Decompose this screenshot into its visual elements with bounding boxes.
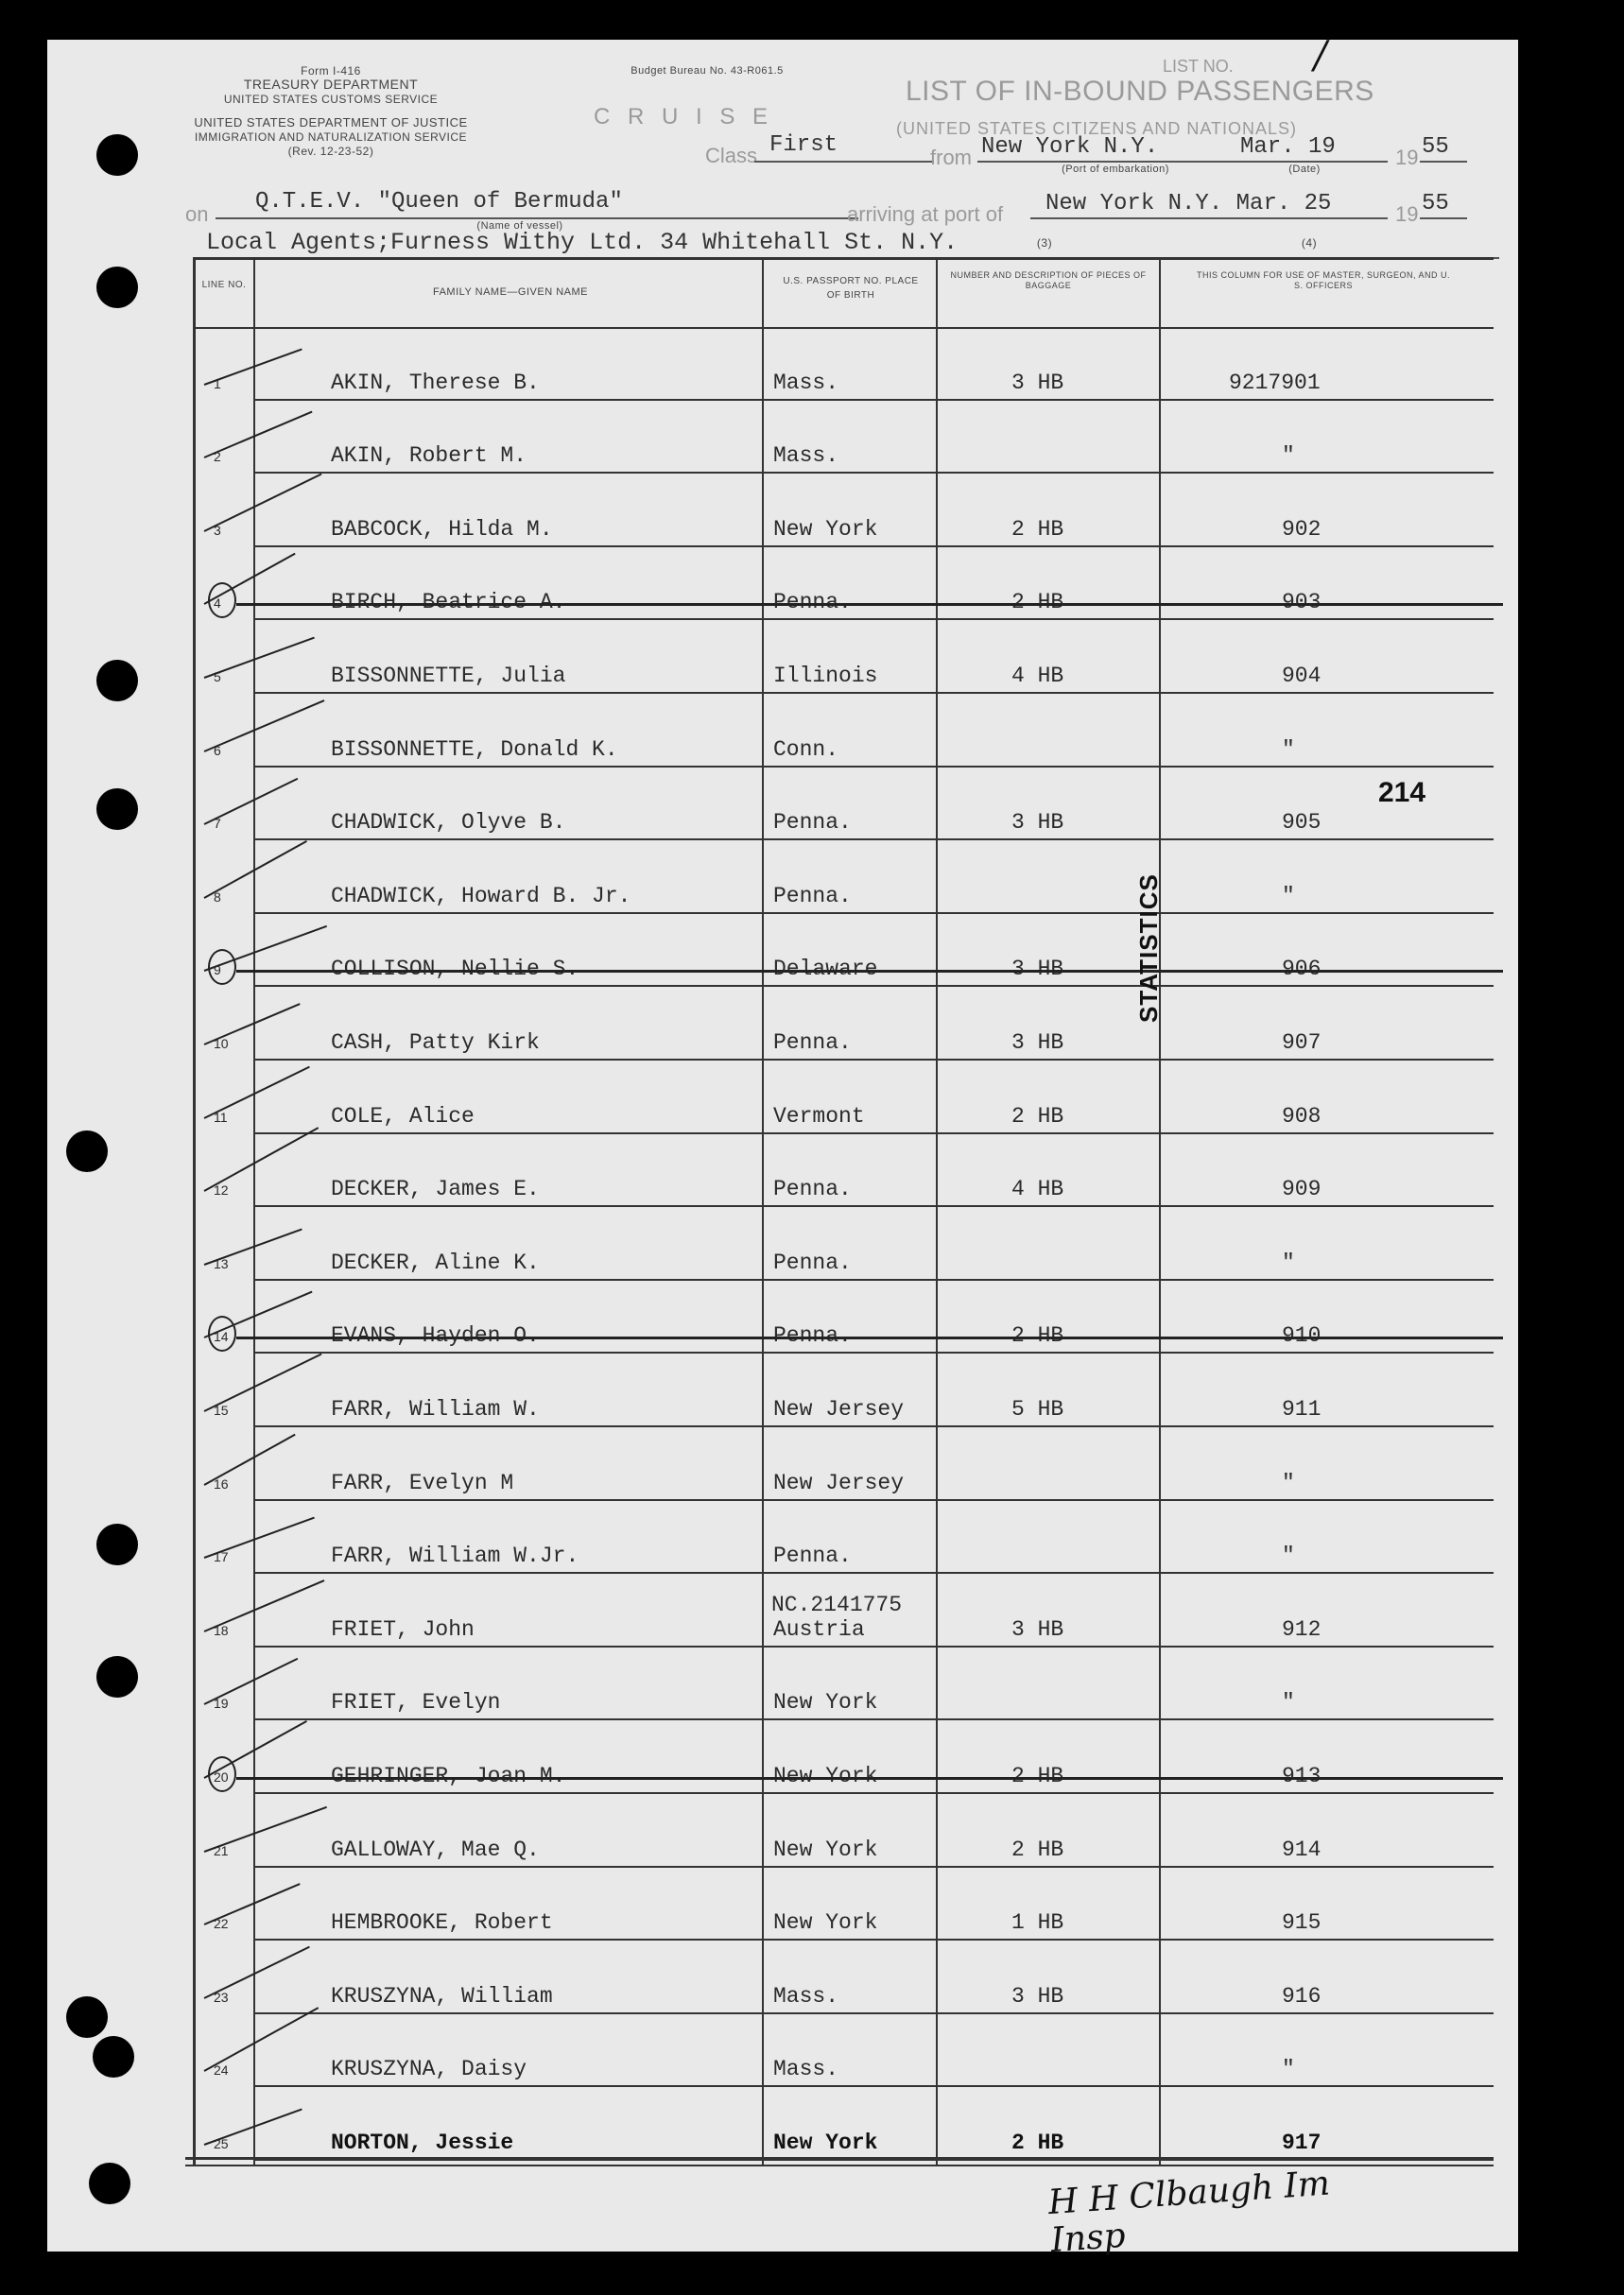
passenger-name: COLE, Alice xyxy=(331,1103,475,1129)
line-number: 11 xyxy=(214,1109,228,1125)
officer-code: 910 xyxy=(1282,1323,1322,1349)
officer-code: 916 xyxy=(1282,1983,1322,2009)
officer-code: 911 xyxy=(1282,1397,1322,1422)
place-of-birth: New York xyxy=(773,1910,878,1936)
place-of-birth: Penna. xyxy=(773,1177,852,1202)
place-of-birth: Conn. xyxy=(773,736,839,762)
place-of-birth: Penna. xyxy=(773,1323,852,1349)
passenger-name: BISSONNETTE, Julia xyxy=(331,664,566,688)
line-number: 15 xyxy=(214,1403,229,1418)
col-header-passport: U.S. PASSPORT NO. PLACE OF BIRTH xyxy=(783,276,919,301)
form-revision: (Rev. 12-23-52) xyxy=(287,145,374,158)
line-number: 21 xyxy=(214,1842,229,1858)
place-of-birth: New York xyxy=(773,1690,878,1716)
class-label: Class xyxy=(705,144,758,167)
row-rule xyxy=(253,2159,1494,2161)
place-of-birth: Penna. xyxy=(773,1030,852,1055)
strike-through xyxy=(236,1777,1503,1780)
passenger-name: GALLOWAY, Mae Q. xyxy=(331,1837,540,1862)
row-rule xyxy=(253,545,1494,547)
officer-code: 906 xyxy=(1282,957,1322,982)
officer-code: 905 xyxy=(1282,810,1322,836)
passenger-name: CASH, Patty Kirk xyxy=(331,1030,540,1055)
passenger-name: BIRCH, Beatrice A. xyxy=(331,590,566,615)
row-rule xyxy=(253,1499,1494,1501)
line-number: 2 xyxy=(214,449,221,465)
line-number: 20 xyxy=(214,1769,229,1785)
passenger-name: NORTON, Jessie xyxy=(331,2131,514,2155)
baggage: 3 HB xyxy=(1011,1616,1064,1642)
officer-code: 903 xyxy=(1282,590,1322,615)
officer-code: " xyxy=(1282,1470,1295,1495)
local-agents: Local Agents;Furness Withy Ltd. 34 Whitehall St. N.Y. xyxy=(206,229,959,256)
arrival-year-prefix: 19 xyxy=(1395,202,1419,226)
port-caption: (Port of embarkation) xyxy=(1062,164,1169,175)
baggage: 3 HB xyxy=(1011,370,1064,395)
place-of-birth: New York xyxy=(773,2131,878,2155)
row-rule xyxy=(253,1059,1494,1061)
passport-number: NC.2141775 xyxy=(771,1592,903,1617)
place-of-birth: Penna. xyxy=(773,810,852,836)
baggage: 2 HB xyxy=(1011,2131,1064,2155)
passenger-name: AKIN, Therese B. xyxy=(331,370,540,395)
officer-code: 912 xyxy=(1282,1616,1322,1642)
on-label: on xyxy=(185,202,209,226)
row-rule xyxy=(253,2012,1494,2014)
row-rule xyxy=(253,838,1494,840)
officer-code: 917 xyxy=(1282,2131,1322,2155)
officer-code: 904 xyxy=(1282,664,1322,688)
row-rule xyxy=(253,399,1494,401)
row-rule xyxy=(253,985,1494,987)
row-rule xyxy=(253,1279,1494,1281)
place-of-birth: Vermont xyxy=(773,1103,865,1129)
row-rule xyxy=(253,1572,1494,1574)
line-number: 23 xyxy=(214,1989,229,2005)
year-prefix: 19 xyxy=(1395,146,1419,169)
line-number: 5 xyxy=(214,669,221,684)
officer-code: " xyxy=(1282,883,1295,908)
place-of-birth: New York xyxy=(773,516,878,542)
line-number: 17 xyxy=(214,1549,229,1565)
line-number: 13 xyxy=(214,1255,229,1271)
passenger-name: FARR, Evelyn M xyxy=(331,1470,514,1495)
passenger-name: COLLISON, Nellie S. xyxy=(331,957,579,982)
line-number: 25 xyxy=(214,2136,229,2151)
list-number-label: LIST NO. xyxy=(1163,57,1234,76)
baggage: 3 HB xyxy=(1011,957,1064,982)
col-header-name: FAMILY NAME—GIVEN NAME xyxy=(432,286,588,298)
row-rule xyxy=(253,1718,1494,1720)
passenger-name: BISSONNETTE, Donald K. xyxy=(331,736,618,762)
officer-code: 913 xyxy=(1282,1764,1322,1788)
immigration-service: IMMIGRATION AND NATURALIZATION SERVICE xyxy=(194,130,468,144)
budget-bureau-number: Budget Bureau No. 43-R061.5 xyxy=(631,65,784,77)
strike-through xyxy=(236,1337,1503,1339)
vessel-name: Q.T.E.V. "Queen of Bermuda" xyxy=(255,189,623,215)
line-number: 8 xyxy=(214,889,221,905)
officer-code: 9217901 xyxy=(1229,370,1321,395)
officer-code: 909 xyxy=(1282,1177,1322,1202)
col-header-line-no: LINE NO. xyxy=(201,280,247,290)
officer-code: " xyxy=(1282,736,1295,762)
place-of-birth: Mass. xyxy=(773,370,839,395)
row-rule xyxy=(253,1792,1494,1794)
arriving-label: arriving at port of xyxy=(847,202,1004,226)
place-of-birth: Mass. xyxy=(773,443,839,469)
line-number: 14 xyxy=(214,1329,229,1345)
row-rule xyxy=(253,1646,1494,1648)
inspector-signature: H H Clbaugh Im Insp xyxy=(1046,2164,1332,2261)
place-of-birth: Penna. xyxy=(773,1544,852,1569)
place-of-birth: New Jersey xyxy=(773,1397,905,1422)
vessel-caption: (Name of vessel) xyxy=(476,220,563,232)
row-rule xyxy=(253,692,1494,694)
baggage: 2 HB xyxy=(1011,516,1064,542)
ref-4: (4) xyxy=(1301,236,1318,250)
from-port: New York N.Y. xyxy=(981,134,1159,160)
department-of-justice: UNITED STATES DEPARTMENT OF JUSTICE xyxy=(194,115,468,129)
place-of-birth: Mass. xyxy=(773,2057,839,2082)
passenger-name: DECKER, James E. xyxy=(331,1177,540,1202)
row-rule xyxy=(253,1425,1494,1427)
handwritten-count: 214 xyxy=(1378,777,1426,808)
list-number-value: / xyxy=(1314,34,1327,78)
line-number: 19 xyxy=(214,1696,229,1712)
agents-ref: (3) xyxy=(1036,236,1053,250)
place-of-birth: Penna. xyxy=(773,883,852,908)
row-rule xyxy=(253,1939,1494,1941)
col-header-baggage: NUMBER AND DESCRIPTION OF PIECES OF BAGGAGE xyxy=(950,270,1147,290)
officer-code: " xyxy=(1282,1250,1295,1275)
place-of-birth: New York xyxy=(773,1837,878,1862)
baggage: 5 HB xyxy=(1011,1397,1064,1422)
circle-mark xyxy=(208,1756,236,1792)
strike-through xyxy=(236,970,1503,973)
baggage: 2 HB xyxy=(1011,1323,1064,1349)
cruise-stamp: C R U I S E xyxy=(594,104,774,129)
row-rule xyxy=(253,1352,1494,1354)
line-number: 4 xyxy=(214,595,221,612)
arrival-year-suffix: 55 xyxy=(1422,191,1449,216)
baggage: 1 HB xyxy=(1011,1910,1064,1936)
officer-code: 907 xyxy=(1282,1030,1322,1055)
line-number: 10 xyxy=(214,1036,229,1051)
place-of-birth: Illinois xyxy=(773,664,878,688)
baggage: 4 HB xyxy=(1011,664,1064,688)
line-number: 12 xyxy=(214,1182,229,1199)
from-label: from xyxy=(930,146,972,169)
passenger-name: CHADWICK, Olyve B. xyxy=(331,810,566,836)
row-rule xyxy=(253,2085,1494,2087)
passenger-name: HEMBROOKE, Robert xyxy=(331,1910,553,1936)
place-of-birth: Delaware xyxy=(773,957,878,982)
row-rule xyxy=(253,1866,1494,1868)
passenger-name: GEHRINGER, Joan M. xyxy=(331,1764,566,1788)
list-subtitle: (UNITED STATES CITIZENS AND NATIONALS) xyxy=(896,119,1298,138)
baggage: 3 HB xyxy=(1011,1983,1064,2009)
officer-code: " xyxy=(1282,1544,1295,1569)
arrival-port-date: New York N.Y. Mar. 25 xyxy=(1045,191,1332,216)
line-number: 9 xyxy=(214,962,221,978)
passenger-name: FARR, William W.Jr. xyxy=(331,1544,579,1569)
line-number: 22 xyxy=(214,1916,229,1932)
baggage: 2 HB xyxy=(1011,1103,1064,1129)
row-rule xyxy=(253,618,1494,620)
line-number: 24 xyxy=(214,2062,229,2079)
passenger-name: EVANS, Hayden O. xyxy=(331,1323,540,1349)
row-rule xyxy=(253,472,1494,474)
statistics-stamp: STATISTICS xyxy=(1134,873,1163,1023)
place-of-birth: Penna. xyxy=(773,590,852,615)
manifest-sheet xyxy=(47,34,1518,2261)
line-number: 16 xyxy=(214,1475,229,1492)
class-value: First xyxy=(769,132,838,158)
baggage: 3 HB xyxy=(1011,810,1064,836)
treasury-department: TREASURY DEPARTMENT xyxy=(243,77,419,92)
row-rule xyxy=(253,766,1494,768)
passenger-name: KRUSZYNA, Daisy xyxy=(331,2057,527,2082)
passenger-name: FRIET, John xyxy=(331,1616,475,1642)
passenger-name: FARR, William W. xyxy=(331,1397,540,1422)
place-of-birth: Austria xyxy=(773,1616,865,1642)
list-title: LIST OF IN-BOUND PASSENGERS xyxy=(906,76,1374,107)
baggage: 2 HB xyxy=(1011,1837,1064,1862)
line-number: 18 xyxy=(214,1622,229,1638)
baggage: 4 HB xyxy=(1011,1177,1064,1202)
line-number: 3 xyxy=(214,522,221,538)
col-header-officers: THIS COLUMN FOR USE OF MASTER, SURGEON, AND U. S. OFFICERS xyxy=(1196,270,1451,290)
officer-code: " xyxy=(1282,1690,1295,1716)
officer-code: 915 xyxy=(1282,1910,1322,1936)
passenger-name: CHADWICK, Howard B. Jr. xyxy=(331,883,631,908)
passenger-name: AKIN, Robert M. xyxy=(331,443,527,469)
baggage: 3 HB xyxy=(1011,1030,1064,1055)
place-of-birth: Mass. xyxy=(773,1983,839,2009)
baggage: 2 HB xyxy=(1011,590,1064,615)
officer-code: 908 xyxy=(1282,1103,1322,1129)
line-number: 6 xyxy=(214,742,221,758)
departure-date: Mar. 19 xyxy=(1240,134,1336,160)
place-of-birth: Penna. xyxy=(773,1250,852,1275)
baggage: 2 HB xyxy=(1011,1764,1064,1788)
line-number: 7 xyxy=(214,816,221,832)
row-rule xyxy=(253,912,1494,914)
passenger-name: FRIET, Evelyn xyxy=(331,1690,501,1716)
passenger-name: DECKER, Aline K. xyxy=(331,1250,540,1275)
year-suffix: 55 xyxy=(1422,134,1449,160)
line-number: 1 xyxy=(214,375,221,391)
row-rule xyxy=(253,1205,1494,1207)
row-rule xyxy=(253,1132,1494,1134)
form-number: Form I-416 xyxy=(301,64,361,78)
officer-code: " xyxy=(1282,2057,1295,2082)
passenger-name: KRUSZYNA, William xyxy=(331,1983,553,2009)
customs-service: UNITED STATES CUSTOMS SERVICE xyxy=(223,93,439,106)
officer-code: 914 xyxy=(1282,1837,1322,1862)
date-caption: (Date) xyxy=(1288,164,1321,175)
strike-through xyxy=(236,603,1503,606)
place-of-birth: New Jersey xyxy=(773,1470,905,1495)
place-of-birth: New York xyxy=(773,1764,878,1788)
passenger-name: BABCOCK, Hilda M. xyxy=(331,516,553,542)
officer-code: " xyxy=(1282,443,1295,469)
officer-code: 902 xyxy=(1282,516,1322,542)
